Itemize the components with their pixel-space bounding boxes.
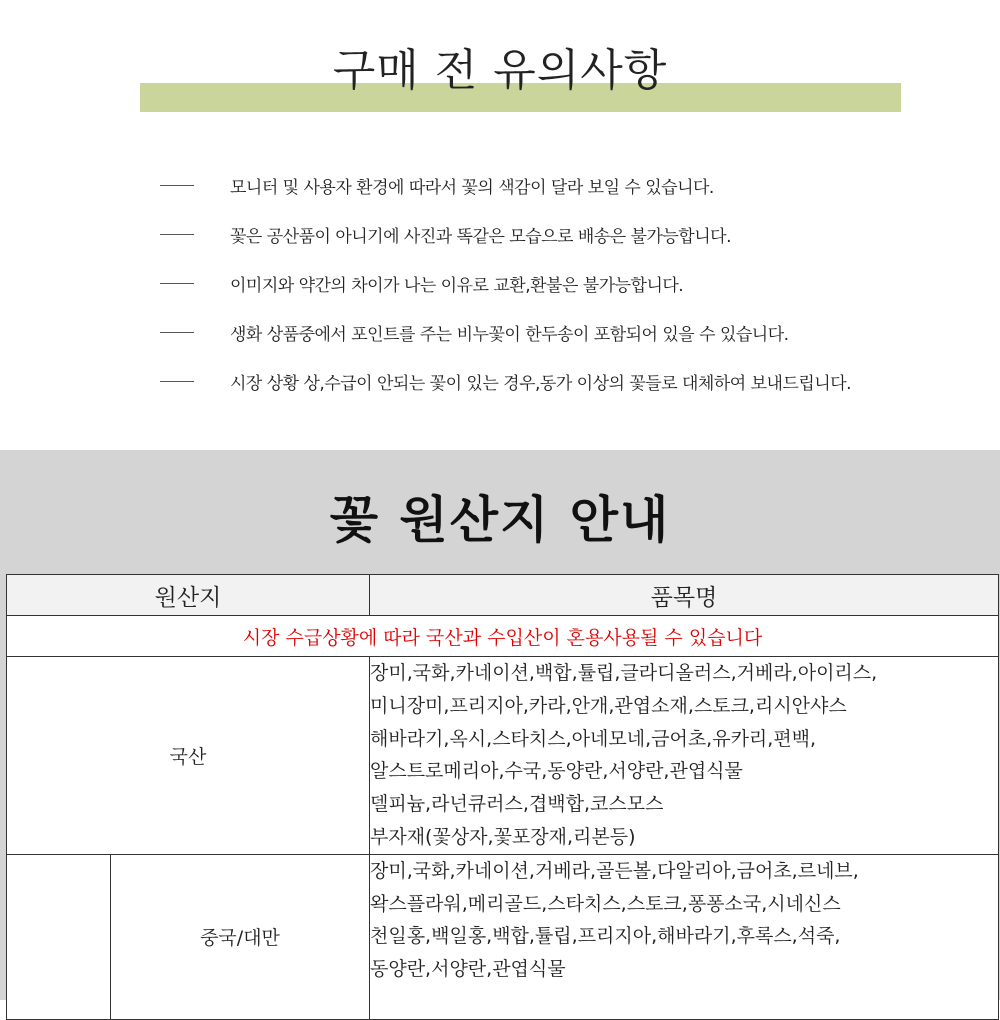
item-line: 장미,국화,카네이션,거베라,골든볼,다알리아,금어초,르네브, <box>370 859 859 882</box>
dash-icon <box>160 234 194 235</box>
table-row <box>7 854 999 1019</box>
region-cell: 국산 <box>7 657 370 855</box>
dash-icon <box>160 283 194 284</box>
notice-item <box>0 307 1000 356</box>
region-cell: 중국/대만 <box>111 854 370 1019</box>
notice-list <box>0 160 1000 405</box>
header-items: 품목명 <box>370 575 999 616</box>
item-line: 부자재(꽃상자,꽃포장재,리본등) <box>370 825 636 848</box>
notice-item-text: 이미지와 약간의 차이가 나는 이유로 교환,환불은 불가능합니다. <box>230 276 684 296</box>
item-line: 델피늄,라넌큐러스,겹백합,코스모스 <box>370 793 664 816</box>
item-line: 천일홍,백일홍,백합,튤립,프리지아,해바라기,후록스,석죽, <box>370 925 841 948</box>
items-cell <box>370 657 999 855</box>
items-cell <box>370 854 999 1019</box>
table-header-row <box>7 575 999 616</box>
item-line: 장미,국화,카네이션,백합,튤립,글라디올러스,거베라,아이리스, <box>370 662 878 684</box>
origin-table <box>6 574 999 1020</box>
notice-item <box>0 160 1000 209</box>
notice-title: 구매 전 유의사항 <box>332 45 668 96</box>
notice-item-text: 생화 상품중에서 포인트를 주는 비누꽃이 한두송이 포함되어 있을 수 있습니다. <box>230 325 789 345</box>
item-line: 알스트로메리아,수국,동양란,서양란,관엽식물 <box>370 760 743 783</box>
item-line <box>370 986 998 1019</box>
notice-item-text: 시장 상황 상,수급이 안되는 꽃이 있는 경우,동가 이상의 꽃들로 대체하여 보내드립니다. <box>230 374 852 394</box>
item-line: 동양란,서양란,관엽식물 <box>370 958 566 981</box>
item-line: 왁스플라워,메리골드,스타치스,스토크,퐁퐁소국,시네신스 <box>370 892 841 915</box>
origin-info-section <box>0 450 1000 1000</box>
dash-icon <box>160 185 194 186</box>
notice-item-text: 꽃은 공산품이 아니기에 사진과 똑같은 모습으로 배송은 불가능합니다. <box>230 227 731 247</box>
table-row <box>7 657 999 855</box>
notice-item <box>0 209 1000 258</box>
notice-item <box>0 356 1000 405</box>
table-notice-row <box>7 616 999 657</box>
region-group-cell <box>7 854 111 1019</box>
supply-notice: 시장 수급상황에 따라 국산과 수입산이 혼용사용될 수 있습니다 <box>7 616 999 657</box>
dash-icon <box>160 332 194 333</box>
purchase-notice-section <box>0 0 1000 450</box>
notice-item <box>0 258 1000 307</box>
origin-title: 꽃 원산지 안내 <box>329 491 671 549</box>
dash-icon <box>160 381 194 382</box>
header-origin: 원산지 <box>7 575 370 616</box>
notice-item-text: 모니터 및 사용자 환경에 따라서 꽃의 색감이 달라 보일 수 있습니다. <box>230 178 714 198</box>
item-line: 해바라기,옥시,스타치스,아네모네,금어초,유카리,편백, <box>370 727 817 750</box>
item-line: 미니장미,프리지아,카라,안개,관엽소재,스토크,리시안샤스 <box>370 694 847 717</box>
